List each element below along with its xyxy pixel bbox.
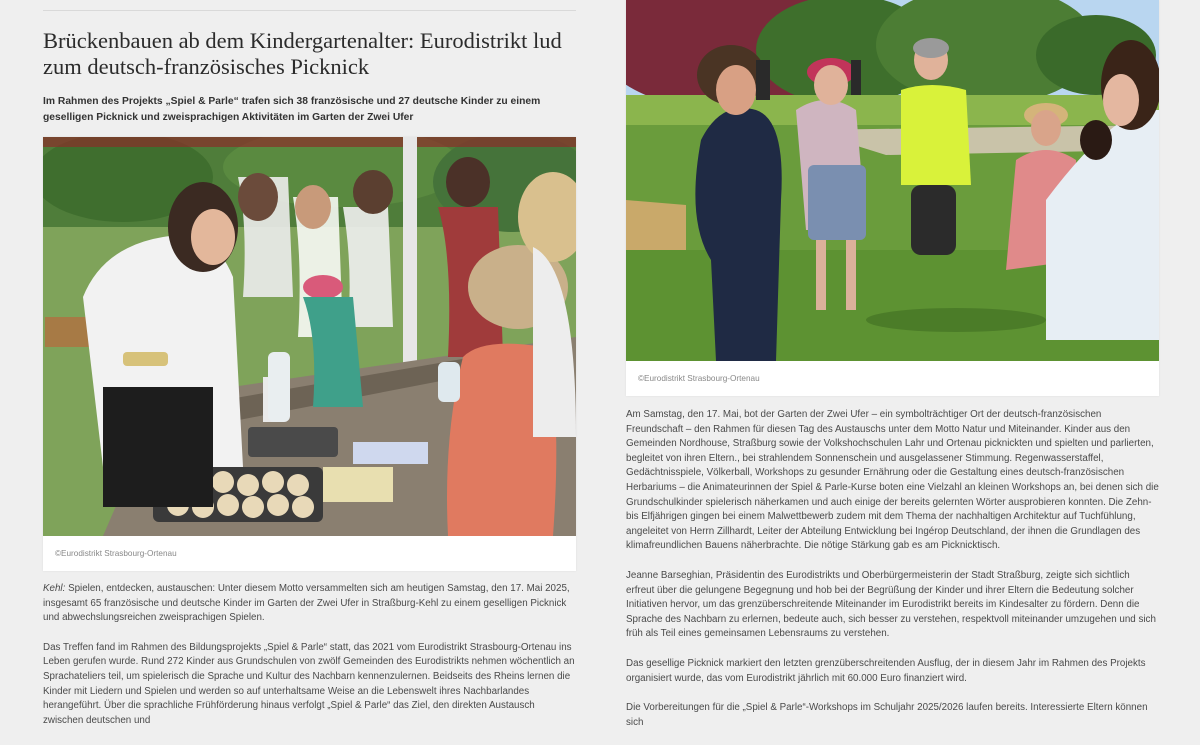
article-main-column bbox=[43, 0, 576, 743]
paragraph-next-year: Die Vorbereitungen für die „Spiel & Parle“-Workshops im Schuljahr 2025/2026 laufen bereits. Interessierte Eltern können sich bbox=[626, 702, 1148, 728]
article-side-column bbox=[626, 0, 1159, 745]
divider bbox=[43, 10, 576, 11]
paragraph-project: Das Treffen fand im Rahmen des Bildungsprojekts „Spiel & Parle“ statt, das 2021 vom Eurodistrikt Strasbourg-Ortenau ins Leben gerufen wurde. Rund 272 Kinder aus Grundschulen von zwölf Gemeinden des Eurodistrikts nehmen wöchentlich an Sprachateliers teil, um spielerisch die Sprache und Kultur des Nachbarn kennenzulernen. Beidseits des Rheins lernen die Kinder mit Liedern und Spielen und werden so auf unterhaltsame Weise an die Lebenswelt ihres Nachbarlandes herangeführt. Über die sprachliche Frühförderung hinaus verfolgt „Spiel & Parle“ das Ziel, den direkten Austausch zwischen deutschen und bbox=[43, 641, 575, 726]
paragraph-president: Jeanne Barseghian, Präsidentin des Eurodistrikts und Oberbürgermeisterin der Stadt Straßburg, zeigte sich sichtlich erfreut über die gelungene Begegnung und hob bei der Begrüßung der Kinder und ihrer Eltern die Bedeutung solcher Initiativen hervor, um das grenzüberschreitende Miteinander im Eurodistrikt bereits im Kindesalter zu fördern. Denn die Sprache des Nachbarn zu erlernen, bedeute auch, sich besser zu verstehen, respektvoll miteinander umzugehen und sich früh als Teil eines gemeinsamen Lebensraums zu verstehen. bbox=[626, 569, 1156, 640]
photo-picnic-table[interactable] bbox=[43, 137, 576, 536]
article-lead: Im Rahmen des Projekts „Spiel & Parle“ trafen sich 38 französische und 27 deutsche Kinder zu einem geselligen Picknick und zweisprachigen Aktivitäten im Garten der Zwei Ufer bbox=[43, 96, 541, 123]
dateline: Kehl: bbox=[43, 583, 66, 594]
paragraph-event: Am Samstag, den 17. Mai, bot der Garten der Zwei Ufer – ein symbolträchtiger Ort der deutsch-französischen Freundschaft – den Rahmen für diesen Tag des Austauschs unter dem Motto Natur und Miteinander. Kinder aus den Gemeinden Nordhouse, Straßburg sowie der Volkshochschulen Lahr und Ortenau picknickten und spielten und parlierten, begleitet von ihren Eltern., bei strahlendem Sonnenschein und ausgelassener Stimmung. Regenwasserstaffel, Gedächtnisspiele, Völkerball, Workshops zu gesunder Ernährung oder die Gestaltung eines deutsch-französischen Herbariums – die Animateurinnen der Spiel & Parle-Kurse boten eine Vielzahl an kleinen Workshops an, bei denen sich die Grundschulkinder spielerisch näherkamen und auch einige der bereits gelernten Wörter ausprobieren konnten. Die Zehn- bis Elfjährigen gingen bei einem Malwettbewerb zudem mit dem Thema der nachhaltigen Architektur auf Tuchfühlung, angeleitet von Herrn Zillhardt, Leiter der Abteilung Entwicklung bei Ingérop Deutschland, der ihnen die Grundlagen des klimafreundlichen Bauens näherbrachte. Die nötige Stärkung gab es am Picknicktisch. bbox=[626, 409, 1159, 552]
paragraph-funding: Das gesellige Picknick markiert den letzten grenzüberschreitenden Ausflug, der in diesem Jahr im Rahmen des Projekts organisiert wurde, das vom Eurodistrikt jährlich mit 60.000 Euro finanziert wird. bbox=[626, 657, 1146, 684]
paragraph-intro: Kehl: Spielen, entdecken, austauschen: Unter diesem Motto versammelten sich am heutigen Samstag, den 17. Mai 2025, insgesamt 65 französische und deutsche Kinder im Garten der Zwei Ufer in Straßburg-Kehl zu einem geselligen Picknick und abwechslungsreichen zweisprachigen Spielen. bbox=[43, 583, 570, 624]
photo-caption: ©Eurodistrikt Strasbourg-Ortenau bbox=[638, 374, 760, 383]
article-title: Brückenbauen ab dem Kindergartenalter: Eurodistrikt lud zum deutsch-französisches Picknick bbox=[43, 28, 562, 79]
figure-picnic-table bbox=[43, 137, 576, 571]
article-body-right bbox=[626, 408, 1159, 730]
article-body-left bbox=[43, 582, 576, 728]
photo-children-garden[interactable] bbox=[626, 0, 1159, 361]
photo-caption: ©Eurodistrikt Strasbourg-Ortenau bbox=[55, 549, 177, 558]
figure-children-garden bbox=[626, 0, 1159, 396]
